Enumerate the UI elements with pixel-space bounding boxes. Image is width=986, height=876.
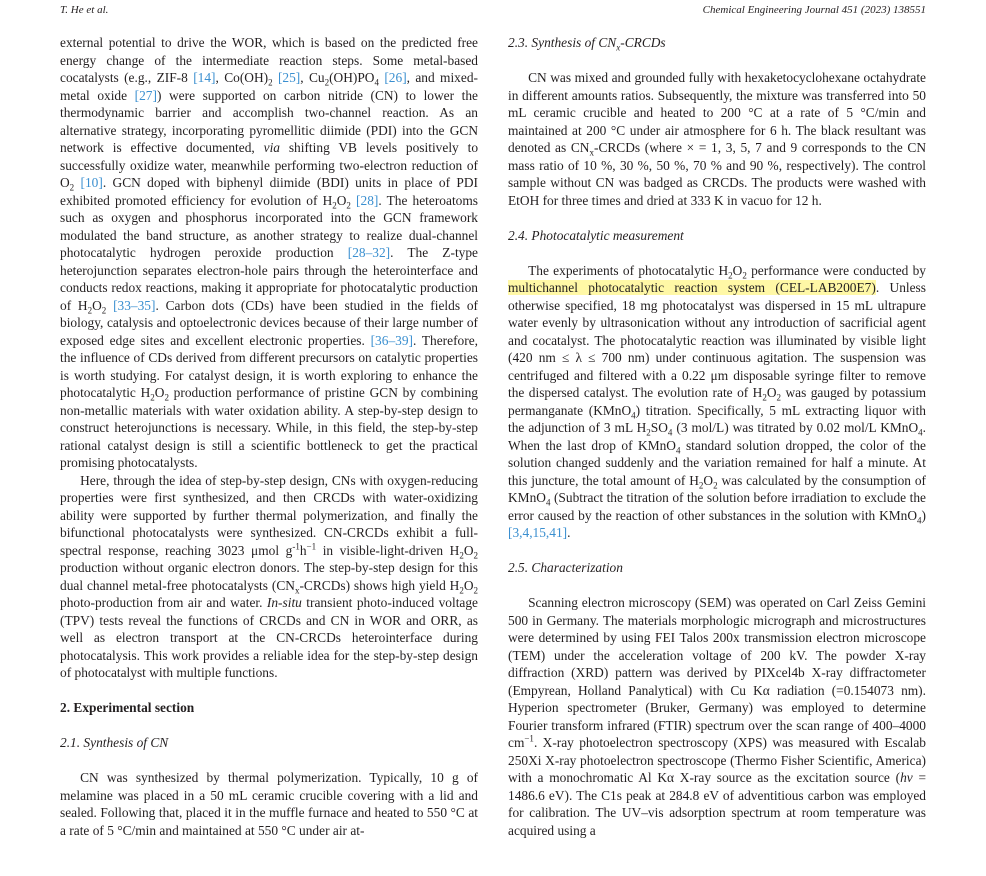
running-header — [60, 4, 926, 22]
citation-link[interactable]: [26] — [384, 70, 407, 85]
paragraph-synthesis-cn: CN was synthesized by thermal polymerization. Typically, 10 g of melamine was placed in a 50 mL ceramic crucible covering with a lid and sealed. Following that, placed it in the muffle furnace and heated to 550 °C at a rate of 5 °C/min and maintained at 550 °C under air at- — [60, 770, 478, 838]
citation-link[interactable]: [14] — [193, 70, 216, 85]
subsection-heading-synthesis-cn: 2.1. Synthesis of CN — [60, 735, 169, 750]
subsection-heading-synthesis-cnx-crcds: 2.3. Synthesis of $CN_x$-CRCDs — [508, 35, 666, 53]
right-column — [508, 34, 926, 839]
header-authors: T. He et al. — [60, 4, 109, 16]
citation-link[interactable]: [25] — [277, 70, 301, 85]
paragraph-intro-design: Here, through the idea of step-by-step design, CNs with oxygen-reducing properties were first synthesized, and then CRCDs with water-oxidizing ability were supported by further thermal polymerization, and finally the bifunctional photocatalysts were synthesized. CN-CRCDs exhibit a full-spectral response, reaching 3023 μmol $g^{-1}h^{-1}$ in visible-light-driven $H_2O_2$ production without organic electron donors. The step-by-step design for this dual channel metal-free photocatalysts $(CN_x-CRCDs)$ shows high yield $H_2O_2$ photo-production from air and water. In-situ transient photo-induced voltage (TPV) tests reveal the functions of CRCDs and CN in WOR and ORR, as well as electron transport at the CN-CRCDs heterointerface during photocatalysis. This work provides a reliable idea for the step-by-step design of photocatalyst with multiple functions. — [60, 472, 479, 680]
subsection-heading-photocatalytic: 2.4. Photocatalytic measurement — [508, 227, 684, 243]
citation-link[interactable]: [28] — [356, 192, 379, 208]
citation-link[interactable]: [3,4,15,41] — [508, 525, 568, 540]
citation-link[interactable]: [28–32] — [347, 245, 391, 260]
citation-link[interactable]: [36–39] — [370, 332, 413, 348]
paragraph-synthesis-cnx-crcds: CN was mixed and grounded fully with hexaketocyclohexane octahydrate in different amounts ratios. Subsequently, the mixture was transferred into 50 mL ceramic crucible and heated to 200 °C at a rate of 5 °C/min and maintained at 200 °C under air atmosphere for 6 h. The black resultant was denoted as $CN_x$-CRCDs (where × = 1, 3, 5, 7 and 9 corresponds to the CN mass ratio of 10 %, 30 %, 50 %, 70 % and 90 %, respectively). The control sample without CN was badged as CRCDs. The products were washed with EtOH for three times and dried at 333 K in vacuo for 12 h. — [508, 70, 926, 208]
left-column — [60, 34, 478, 839]
highlighted-text: multichannel photocatalytic reaction system (CEL-LAB200E7) — [508, 280, 876, 295]
citation-link[interactable]: [27] — [134, 87, 157, 103]
header-journal: Chemical Engineering Journal 451 (2023) 138551 — [702, 4, 926, 16]
paragraph-photocatalytic: The experiments of photocatalytic $H_2O_2$ performance were conducted by multichannel photocatalytic reaction system (CEL-LAB200E7). Unless otherwise specified, 18 mg photocatalyst was dispersed in 15 mL ultrapure water evenly by ultrasonication without any introduction of sacrificial agent and cocatalyst. The photocatalytic reaction was illuminated by visible light (420 nm ≤ λ ≤ 700 nm) under continuous agitation. The suspension was centrifuged and filtered with a 0.22 μm disposable syringe filter to remove the dispersed catalyst. The evolution rate of $H_2O_2$ was gauged by potassium permanganate (KMnO$_4$) titration. Specifically, 5 mL extracting liquor with the adjunction of 3 mL $H_2SO_4$ (3 mol/L) was titrated by 0.02 mol/L KMnO$_4$. When the last drop of KMnO$_4$ standard solution dropped, the color of the solution changed suddenly and the variation remained for half a minute. At this juncture, the total amount of $H_2O_2$ was calculated by the consumption of KMnO$_4$ (Subtract the titration of the solution before irradiation to exclude the error caused by the reaction of other substances in the solution with KMnO$_4$) [3,4,15,41]. — [508, 262, 927, 540]
section-heading-experimental: 2. Experimental section — [60, 700, 195, 715]
paragraph-characterization: Scanning electron microscopy (SEM) was operated on Carl Zeiss Gemini 500 in Germany. The materials morphologic micrograph and microstructures were determined by using FEI Talos 200x transmission electron microscope (TEM) under the acceleration voltage of 200 kV. The powder X-ray diffraction (XRD) pattern was derived by PIXcel4b X-ray diffractometer (Empyrean, Holland Panalytical) with Cu Kα radiation (=0.154073 nm). Hyperion spectrometer (Bruker, Germany) was employed to determine Fourier transform infrared (FTIR) spectrum over the scan range of 400–4000 $cm^{-1}$. X-ray photoelectron spectroscopy (XPS) was measured with Escalab 250Xi X-ray photoelectron spectroscope (Thermo Fisher Scientific, America) with a monochromatic Al Kα X-ray source as the excitation source (hν = 1486.6 eV). The C1s peak at 284.8 eV of adventitious carbon was employed for calibration. The UV–vis adsorption spectrum at room temperature was acquired using a — [508, 595, 927, 838]
citation-link[interactable]: [10] — [80, 175, 103, 190]
citation-link[interactable]: [33–35] — [113, 297, 156, 313]
paragraph-intro-cocatalysts: external potential to drive the WOR, which is based on the predicted free energy change of the intermediate reaction steps. Some metal-based cocatalysts (e.g., ZIF-8 [14], $Co(OH)_2$ [25], $Cu_2(OH)PO_4$ [26], and mixed-metal oxide [27]) were supported on carbon nitride (CN) to lower the thermodynamic barrier and accomplish two-channel reaction. As an alternative strategy, incorporating pyromellitic diimide (PDI) into the GCN network is effective documented, via shifting VB levels positively to successfully oxidize water, meanwhile performing two-electron reduction of $O_2$ [10]. GCN doped with biphenyl diimide (BDI) units in place of PDI exhibited promoted efficiency for evolution of $H_2O_2$ [28]. The heteroatoms such as oxygen and phosphorus incorporated into the GCN framework modulated the band structure, as another strategy to realize dual-channel photocatalytic hydrogen peroxide production [28–32]. The Z-type heterojunction separates electron-hole pairs through the heterointerface and conducts redox reactions, making it appropriate for photocatalytic production of $H_2O_2$ [33–35]. Carbon dots (CDs) have been studied in the fields of biology, catalysis and optoelectronic devices because of their large number of exposed edge sites and excellent electronic properties. [36–39]. Therefore, the influence of CDs derived from different precursors on catalytic properties is worth studying. For catalyst design, it is worth exploring to enhance the photocatalytic $H_2O_2$ production performance of pristine GCN by combining non-metallic materials with water oxidation ability. A step-by-step design to construct heterojunctions is necessary. While, in this field, the step-by-step rational catalyst design is still a scientific bottleneck to get the practical promising photocatalysts. — [60, 35, 479, 470]
subsection-heading-characterization: 2.5. Characterization — [508, 560, 623, 575]
